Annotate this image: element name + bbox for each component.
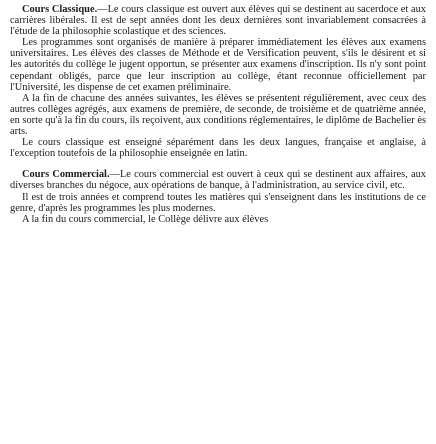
paragraph: Le cours classique est enseigné séparément dans les deux langues, française et anglaise, à l'exception toutefois de la philosophie enseignée en latin.: [10, 137, 426, 160]
section-heading: Cours Commercial.: [22, 169, 110, 181]
section-cours-classique: [10, 4, 426, 159]
paragraph-text: —Le cours commercial est ouvert à ceux qui se destinent aux affaires, aux diverses branches du négoce, aux opérations de banque, à l'administration, au service civil, etc.: [10, 169, 426, 192]
paragraph: Il est de trois années et comprend toutes les matières qui s'enseignent dans les institutions de ce genre, d'après les programmes les plus modernes.: [10, 191, 426, 214]
paragraph-text: —Le cours classique est ouvert aux élèves qui se destinent au sacerdoce et aux carrières libérales. Il est de sept années dont les deux dernières sont invariablement consacrées à l'étude de la philosophie scolastique et des sciences.: [10, 4, 426, 38]
paragraph: A la fin du cours commercial, le Collège délivre aux élèves: [22, 213, 269, 225]
paragraph: [10, 169, 426, 191]
paragraph: A la fin de chacune des années suivantes, les élèves se présentent régulièrement, avec ceux des autres collèges agrégés, aux examens de première, de seconde, de troisième et de quatrième année, en sorte qu'à la fin du cours, ils reçoivent, aux conditions réglementaires, le diplôme de Bachelier ès arts.: [10, 92, 426, 138]
paragraph: Les programmes sont organisés de manière à préparer immédiatement les élèves aux examens universitaires. Les élèves des classes de Méthode et de Versification peuvent, s'ils le désirent et si les autorités du collège le jugent opportun, se présenter aux examens d'inscription. Ils n'y sont point cependant obligés, parce que leur inscription au collège, étant reconnue officiellement par l'Université, les dispense de cet examen préliminaire.: [10, 37, 426, 93]
paragraph: [10, 4, 426, 37]
section-heading: Cours Classique.: [22, 4, 98, 15]
section-cours-commercial: [10, 169, 426, 224]
